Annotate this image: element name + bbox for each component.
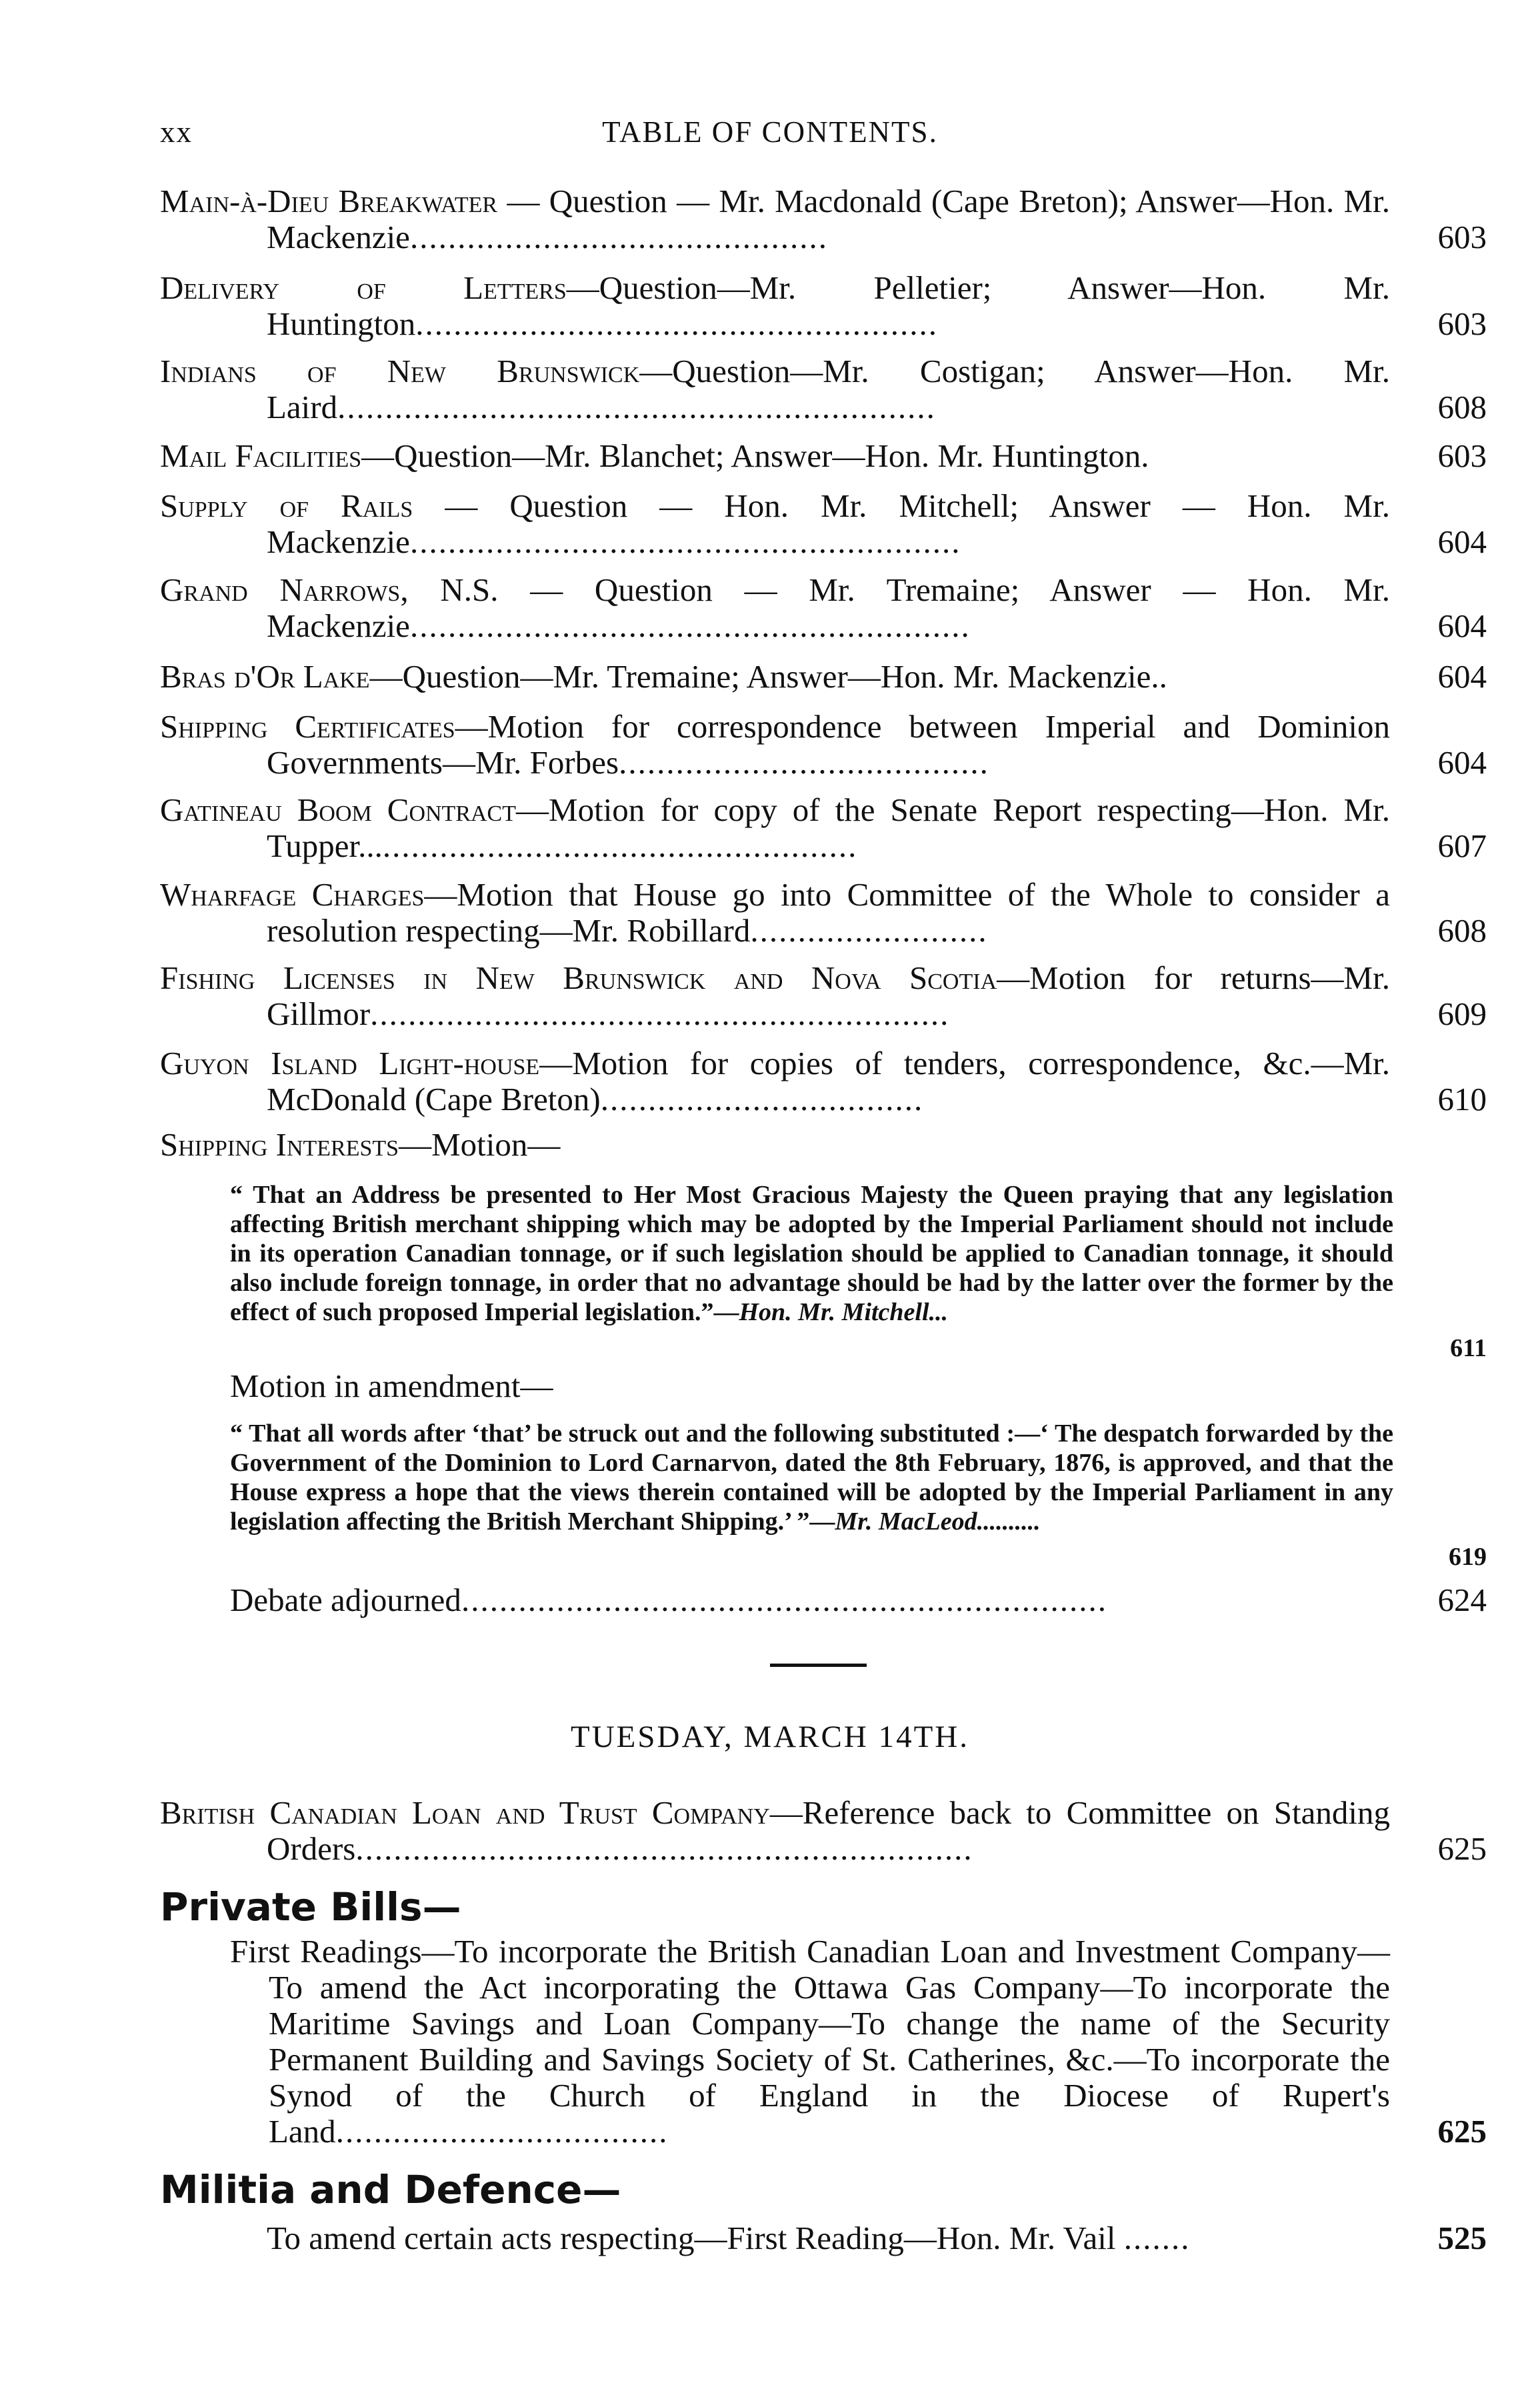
entry-text: —Motion for returns—Mr. Gillmor <box>267 959 1390 1032</box>
entry-text: — Question — Mr. Tremaine; Answer — Hon. Mr. Mackenzie <box>267 571 1390 644</box>
quote-attribution: Mr. MacLeod.......... <box>835 1508 1041 1536</box>
page-ref: 625 <box>1437 2113 1487 2150</box>
entry-text: —Motion for copy of the Senate Report respecting—Hon. Mr. Tupper... <box>267 791 1391 864</box>
leader-dots: ............................................ <box>409 219 828 255</box>
entry-heading: Shipping Certificates <box>160 708 455 745</box>
day-heading: TUESDAY, MARCH 14TH. <box>571 1720 969 1754</box>
leader-dots: ....... <box>1123 2220 1191 2256</box>
leader-dots: ....................................... <box>619 744 989 781</box>
page-ref: 604 <box>1437 607 1487 644</box>
toc-entry-wharfage-charges <box>160 877 1487 949</box>
entry-text: —Question—Mr. Blanchet; Answer—Hon. Mr. Huntington. <box>361 437 1149 474</box>
leader-dots: ............................................................... <box>337 389 936 425</box>
leader-dots: ......................... <box>750 912 988 949</box>
entry-text: —Motion for correspondence between Imperial and Dominion Governments—Mr. Forbes <box>267 708 1390 781</box>
leader-dots: ....................................................... <box>415 305 938 342</box>
leader-dots: ............................................................. <box>370 995 950 1032</box>
motion-quote <box>230 1180 1393 1327</box>
leader-dots: .................................................. <box>382 827 858 864</box>
toc-entry-shipping-interests <box>160 1127 1487 1163</box>
toc-entry-mail-facilities <box>160 438 1487 474</box>
entry-text: — Question — Hon. Mr. Mitchell; Answer — Hon. Mr. Mackenzie <box>267 487 1390 560</box>
militia-entry <box>267 2220 1487 2256</box>
page-ref: 604 <box>1437 523 1487 560</box>
entry-heading: Fishing Licenses in New Brunswick and Nova Scotia <box>160 959 997 996</box>
leader-dots: .......................................................... <box>409 523 961 560</box>
entry-heading: Wharfage Charges <box>160 876 425 913</box>
page-ref: 525 <box>1437 2220 1487 2256</box>
entry-text: —Reference back to Committee on Standing Orders <box>267 1794 1390 1867</box>
toc-entry-supply-of-rails <box>160 488 1487 560</box>
quote-attribution: Hon. Mr. Mitchell... <box>739 1298 949 1326</box>
page-ref: 604 <box>1437 658 1487 695</box>
page-number: xx <box>160 115 193 149</box>
entry-text: — Question — Mr. Macdonald (Cape Breton); Answer—Hon. Mr. Mackenzie <box>267 183 1391 255</box>
entry-heading: Indians of New Brunswick <box>160 353 640 389</box>
entry-text: —Question—Mr. Pelletier; Answer—Hon. Mr. Huntington <box>267 269 1390 342</box>
toc-entry-shipping-certificates <box>160 709 1487 781</box>
amendment-quote <box>230 1419 1393 1536</box>
private-bills-entry <box>230 1934 1487 2150</box>
entry-heading: Mail Facilities <box>160 437 362 474</box>
toc-entry-delivery-of-letters <box>160 270 1487 342</box>
entry-heading: Shipping Interests <box>160 1126 399 1163</box>
toc-entry-british-canadian-loan <box>160 1795 1487 1867</box>
private-bills-heading: Private Bills— <box>160 1884 461 1930</box>
entry-heading: Delivery of Letters <box>160 269 567 306</box>
section-divider <box>770 1664 867 1667</box>
page-ref: 604 <box>1437 744 1487 781</box>
leader-dots: .................................................................... <box>461 1582 1107 1618</box>
leader-dots: ........................................................... <box>409 607 971 644</box>
toc-entry-fishing-licenses <box>160 960 1487 1032</box>
entry-text: To amend certain acts respecting—First Reading—Hon. Mr. Vail <box>267 2220 1116 2256</box>
entry-text: Debate adjourned <box>230 1582 461 1618</box>
entry-text: —Question—Mr. Costigan; Answer—Hon. Mr. Laird <box>267 353 1391 425</box>
entry-heading: Bras d'Or Lake <box>160 658 370 695</box>
entry-text: —Motion for copies of tenders, correspondence, &c.—Mr. McDonald (Cape Breton) <box>267 1045 1391 1117</box>
page-ref: 610 <box>1437 1081 1487 1117</box>
entry-heading: Guyon Island Light-house <box>160 1045 540 1081</box>
page-ref: 603 <box>1437 305 1487 342</box>
toc-entry-bras-dor-lake <box>160 659 1487 695</box>
entry-text: First Readings—To incorporate the British Canadian Loan and Investment Company—To amend the Act incorporating the Ottawa Gas Company—To incorporate the Maritime Savings and Loan Company—To change the name of the Security Permanent Building and Savings Society of St. Catherines, &c.—To incorporate the Synod of the Church of England in the Diocese of Rupert's Land <box>230 1933 1390 2150</box>
toc-entry-guyon-island <box>160 1045 1487 1117</box>
entry-text: —Motion that House go into Committee of the Whole to consider a resolution respecting—Mr. Robillard <box>267 876 1391 949</box>
leader-dots: ................................... <box>335 2113 669 2150</box>
page-ref: 609 <box>1437 995 1487 1032</box>
page-title: TABLE OF CONTENTS. <box>602 115 938 149</box>
leader-dots: ................................................................. <box>355 1830 973 1867</box>
toc-entry-main-a-dieu <box>160 183 1487 255</box>
page-ref: 608 <box>1437 389 1487 425</box>
entry-heading: British Canadian Loan and Trust Company <box>160 1794 770 1831</box>
page-ref: 603 <box>1437 437 1487 474</box>
page-ref: 608 <box>1437 912 1487 949</box>
page-header <box>160 115 1380 161</box>
page-ref: 607 <box>1437 827 1487 864</box>
entry-heading: Supply of Rails <box>160 487 413 524</box>
quote-text: “ That all words after ‘that’ be struck out and the following substituted :—‘ The despatch forwarded by the Government of the Dominion to Lord Carnarvon, dated the 8th February, 1876, is approved, and that the House express a hope that the views therein contained will be adopted by the Imperial Parliament in any legislation affecting the British Merchant Shipping.’ ”— <box>230 1420 1393 1536</box>
entry-text: —Question—Mr. Tremaine; Answer—Hon. Mr. Mackenzie.. <box>369 658 1167 695</box>
entry-heading: Grand Narrows, N.S. <box>160 571 499 608</box>
leader-dots: .................................. <box>600 1081 924 1117</box>
toc-entry-grand-narrows <box>160 572 1487 644</box>
page-ref: 619 <box>1449 1543 1487 1571</box>
page-ref: 603 <box>1437 219 1487 255</box>
page-ref: 625 <box>1437 1830 1487 1867</box>
entry-heading: Main-à-Dieu Breakwater <box>160 183 498 219</box>
page-ref: 611 <box>1450 1334 1487 1362</box>
debate-adjourned <box>230 1582 1487 1618</box>
quote-text: “ That an Address be presented to Her Most Gracious Majesty the Queen praying that any legislation affecting British merchant shipping which may be adopted by the Imperial Parliament should not include in its operation Canadian tonnage, or if such legislation should be applied to Canadian tonnage, it should also include foreign tonnage, in order that no advantage should be had by the latter over the former by the effect of such proposed Imperial legislation.”— <box>230 1181 1393 1326</box>
amendment-label: Motion in amendment— <box>230 1368 553 1404</box>
toc-entry-gatineau-boom <box>160 792 1487 864</box>
militia-defence-heading: Militia and Defence— <box>160 2167 621 2212</box>
toc-entry-indians-new-brunswick <box>160 353 1487 425</box>
entry-text: —Motion— <box>399 1126 561 1163</box>
entry-heading: Gatineau Boom Contract <box>160 791 517 828</box>
page-ref: 624 <box>1437 1582 1487 1618</box>
